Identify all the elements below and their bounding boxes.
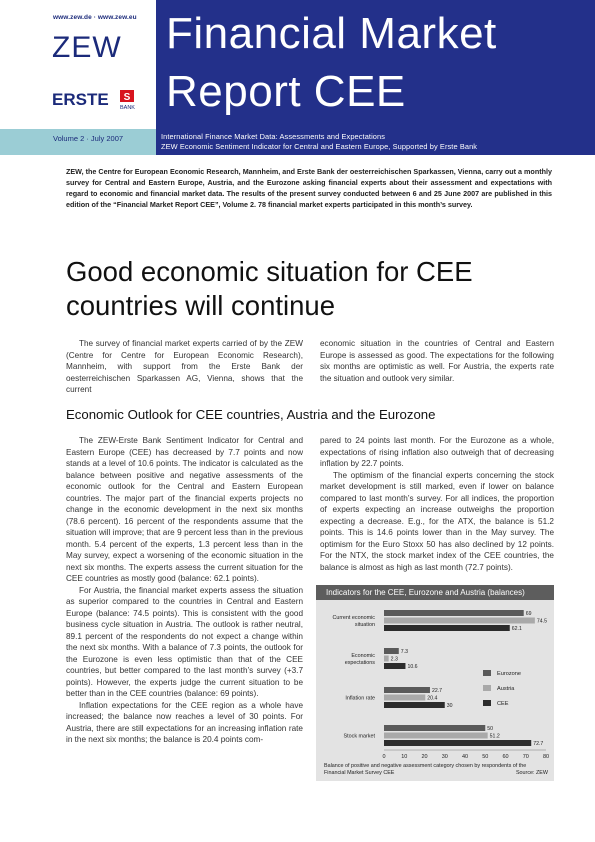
indicator-chart (316, 585, 554, 781)
x-tick-label: 20 (421, 754, 428, 760)
section-heading: Economic Outlook for CEE countries, Austria and the Eurozone (66, 407, 436, 422)
bar-austria (384, 733, 488, 739)
tagline-2: ZEW Economic Sentiment Indicator for Central and Eastern Europe, Supported by Erste Bank (161, 142, 478, 151)
bar-eurozone (384, 687, 430, 693)
category-label: Stock market (343, 733, 375, 740)
chart-title: Indicators for the CEE, Eurozone and Austria (balances) (316, 585, 554, 600)
chart-source: Source: ZEW (515, 769, 548, 776)
tagline-1: International Finance Market Data: Assessments and Expectations (161, 132, 386, 141)
bar-value-label: 22.7 (431, 688, 443, 694)
bar-value-label: 20.4 (427, 695, 438, 702)
issue-label: Volume 2 · July 2007 (53, 134, 124, 143)
chart-footnote-block (324, 763, 548, 776)
bar-cee (384, 740, 531, 746)
bar-value-label: 69 (525, 611, 532, 617)
legend-label: Eurozone (497, 671, 521, 677)
x-tick-label: 60 (502, 754, 509, 760)
body-column-right (320, 435, 554, 573)
bar-value-label: 62.1 (511, 626, 522, 632)
bar-eurozone (384, 610, 524, 616)
bar-value-label: 2.3 (390, 656, 398, 663)
body-paragraph: For Austria, the financial market experts assess the situation as superior compared to the countries in Central and Eastern Europe (balance: 74.5 points). This is consistent with the good business cycle situation in Austria. The outlook is rather neutral, 89.1 percent of the respondents do not expect a change within the next six months. With a balance of 7.3 points, the outlook for the Eurozone is even less optimistic than that of the CEE countries, but better compared to the last month’s survey (+3.7 points). However, the experts judge the current situation to be better than in the CEE countries (balance: 69 points). (66, 585, 303, 698)
bar-eurozone (384, 725, 485, 731)
bar-value-label: 50 (487, 726, 494, 732)
x-tick-label: 30 (441, 754, 448, 760)
header-logo-area (0, 0, 156, 129)
bar-eurozone (384, 648, 399, 654)
intro-paragraph: ZEW, the Centre for European Economic Research, Mannheim, and Erste Bank der oesterreichischen Sparkassen, Vienna, carry out a monthly survey for Central and Eastern Europe, Austria, and the Eurozone asking financial experts about their assessment and expectations with regard to economic and financial market data. The results of the present survey conducted between 6 and 25 June 2007 are published in this edition of the “Financial Market Report CEE”, Volume 2. 78 financial market experts participated in this month’s survey. (66, 167, 552, 209)
website-urls: www.zew.de · www.zew.eu (53, 14, 137, 21)
bar-value-label: 51.2 (489, 733, 500, 740)
category-label: situation (354, 622, 375, 628)
headline: Good economic situation for CEE countries will continue (66, 256, 473, 321)
chart-plot (316, 600, 554, 763)
erste-bank-logo (52, 88, 138, 110)
x-tick-label: 70 (522, 754, 529, 760)
report-title-line2: Report CEE (166, 67, 406, 116)
header-title-panel (156, 0, 595, 129)
bar-cee (384, 625, 510, 631)
issue-bar (0, 129, 156, 155)
body-paragraph: The ZEW-Erste Bank Sentiment Indicator for Central and Eastern Europe (CEE) has decreased by 7.7 points and now stands at a level of 10.6 points. The indicator is calculated as the balance between positive and negative assessments of the economic outlook for the Central and Eastern European countries. The major part of the financial experts projects no change in the economic development in the next six months (78.6 percent). 16 percent of the respondents assume that the situation will improve; that are 9 percent less than in the previous month. 5.4 percent of the experts, 1.3 percent less than in the May survey, expect a worsening of the economic situation in the next six months. The experts assess the current situation for the CEE countries as mostly good (balance: 62.1 points). (66, 436, 303, 583)
chart-footnote: Balance of positive and negative assessment category chosen by respondents of the Financial Market Survey CEE (324, 763, 527, 776)
x-tick-label: 10 (401, 754, 408, 760)
svg-text:S: S (123, 92, 131, 103)
lead-paragraph-right: economic situation in the countries of Central and Eastern Europe is assessed as good. The expectations for the following six months are optimistic as well. For Austria, the experts rate the situation and outlook very similar. (320, 339, 554, 383)
bar-austria (384, 695, 425, 701)
bar-value-label: 72.7 (533, 741, 544, 747)
legend-swatch (483, 670, 491, 676)
legend-swatch (483, 685, 491, 691)
x-tick-label: 0 (382, 754, 386, 760)
report-title-line1: Financial Market (166, 9, 497, 58)
body-paragraph: Inflation expectations for the CEE region as a whole have increased; the balance now reaches a level of 30 points. For Austria, there are still expectations for an increasing inflation rate in the next six months; the balance is 20.4 points com- (66, 700, 303, 744)
x-tick-label: 50 (482, 754, 489, 760)
bar-austria (384, 656, 389, 662)
lead-paragraph-left: The survey of financial market experts carried of by the ZEW (Centre for Centre for European Economic Research), Mannheim, with support from the Erste Bank der oesterreichischen Sparkassen AG, Vienna, shows that the current (66, 339, 303, 394)
lead-column-right (320, 338, 554, 384)
category-label: Current economic (332, 615, 375, 621)
bar-value-label: 10.6 (407, 664, 418, 670)
category-label: Inflation rate (345, 695, 375, 702)
x-tick-label: 40 (461, 754, 469, 760)
legend-label: Austria (497, 686, 515, 692)
legend-label: CEE (497, 701, 509, 707)
erste-logo-sub: BANK (120, 105, 135, 110)
bar-value-label: 7.3 (400, 649, 409, 655)
bar-cee (384, 663, 405, 669)
category-label: expectations (344, 660, 375, 666)
bar-value-label: 74.5 (536, 618, 547, 625)
bar-value-label: 30 (446, 703, 453, 709)
tagline-bar (156, 129, 595, 155)
category-label: Economic (351, 653, 375, 659)
legend-swatch (483, 700, 491, 706)
zew-logo: ZEW (52, 31, 122, 64)
bar-cee (384, 702, 445, 708)
bar-austria (384, 618, 535, 624)
lead-column-left (66, 338, 303, 396)
body-paragraph: pared to 24 points last month. For the Eurozone as a whole, expectations of rising inflation also outweigh that of decreasing inflation by 22.7 points. (320, 436, 554, 468)
x-tick-label: 80 (542, 754, 550, 760)
erste-logo-text: ERSTE (52, 90, 109, 109)
body-column-left (66, 435, 303, 746)
body-paragraph: The optimism of the financial experts concerning the stock market development is still marked, even if lower on balance compared to last month’s survey. For all indices, the proportion of experts expecting an increase outweighs the proportion expecting a decrease. E.g., for the ATX, the balance is 51.2 points. This is 14.6 points lower than in the May survey. The optimism for the Euro Stoxx 50 has also declined by 12 points. For the NTX, the stock market index of the CEE countries, the balance is almost as high as last month (72.7 points). (320, 470, 554, 572)
